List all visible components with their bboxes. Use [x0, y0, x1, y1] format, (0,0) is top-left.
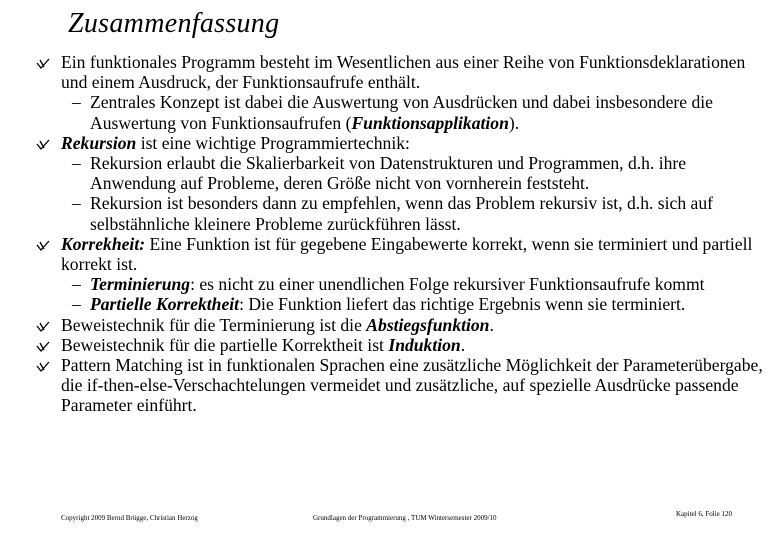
slide-title: Zusammenfassung — [68, 8, 280, 39]
bullet-item — [36, 315, 766, 335]
checkmark-bullet-icon — [36, 341, 50, 353]
sub-bullet-text: Rekursion ist besonders dann zu empfehlen, wenn das Problem rekursiv ist, d.h. sich auf selbstähnliche kleinere Probleme zurückführen lässt. — [90, 193, 713, 234]
dash-marker: – — [72, 193, 81, 214]
dash-marker: – — [72, 92, 81, 113]
bullet-text: Beweistechnik für die partielle Korrektheit ist — [61, 334, 389, 355]
emphasis-term: Funktionsapplikation — [351, 112, 509, 133]
bullet-item — [36, 133, 766, 153]
checkmark-bullet-icon — [36, 139, 50, 151]
sub-bullet-text-end: ). — [508, 112, 520, 133]
dash-marker: – — [72, 153, 81, 174]
dash-marker: – — [72, 294, 81, 315]
bullet-text: Eine Funktion ist für gegebene Eingabewerte korrekt, wenn sie terminiert und partiell korrekt ist. — [61, 233, 753, 275]
bullet-item — [36, 234, 766, 274]
bullet-text: Pattern Matching ist in funktionalen Sprachen eine zusätzliche Möglichkeit der Parameterübergabe, die if-then-else-Verschachtelungen vermeidet und zusätzliche, auf spezielle Ausdrücke passende Parameter einführt. — [61, 355, 763, 416]
bullet-text: ist eine wichtige Programmiertechnik: — [136, 132, 410, 153]
checkmark-bullet-icon — [36, 321, 50, 333]
footer-course: Grundlagen der Programmierung , TUM Wintersemester 2009/10 — [313, 514, 497, 522]
sub-bullet-text: Zentrales Konzept ist dabei die Auswertung von Ausdrücken und dabei insbesondere die Auswertung von Funktionsaufrufen ( — [90, 92, 713, 133]
sub-bullet-text: : es nicht zu einer unendlichen Folge rekursiver Funktionsaufrufe kommt — [190, 274, 705, 295]
sub-bullet-item — [36, 153, 766, 193]
sub-bullet-item — [36, 294, 766, 314]
sub-bullet-item — [36, 274, 766, 294]
emphasis-term: Terminierung — [90, 274, 191, 295]
checkmark-bullet-icon — [36, 58, 50, 70]
checkmark-bullet-icon — [36, 361, 50, 373]
sub-bullet-item — [36, 193, 766, 233]
sub-bullet-item — [36, 92, 766, 132]
emphasis-term: Partielle Korrektheit — [90, 294, 240, 315]
bullet-item — [36, 355, 766, 416]
dash-marker: – — [72, 274, 81, 295]
bullet-text-end: . — [460, 334, 466, 355]
bullet-item — [36, 335, 766, 355]
emphasis-term: Korrekheit: — [61, 233, 146, 254]
emphasis-term: Abstiegsfunktion — [366, 314, 490, 335]
footer-page-number: Kapitel 6, Folie 120 — [676, 510, 732, 518]
footer-copyright: Copyright 2009 Bernd Brügge, Christian Herzog — [61, 514, 198, 522]
bullet-text-end: . — [489, 314, 494, 335]
bullet-item — [36, 52, 766, 92]
emphasis-term: Rekursion — [61, 132, 137, 153]
bullet-text: Ein funktionales Programm besteht im Wesentlichen aus einer Reihe von Funktionsdeklarationen und einem Ausdruck, der Funktionsaufrufe enthält. — [61, 52, 746, 93]
bullet-text: Beweistechnik für die Terminierung ist die — [61, 314, 367, 335]
emphasis-term: Induktion — [388, 334, 461, 355]
sub-bullet-text: Rekursion erlaubt die Skalierbarkeit von Datenstrukturen und Programmen, d.h. ihre Anwendung auf Probleme, deren Größe nicht von vornherein feststeht. — [90, 153, 687, 194]
slide-content — [36, 52, 766, 416]
sub-bullet-text: : Die Funktion liefert das richtige Ergebnis wenn sie terminiert. — [239, 294, 686, 315]
checkmark-bullet-icon — [36, 240, 50, 252]
